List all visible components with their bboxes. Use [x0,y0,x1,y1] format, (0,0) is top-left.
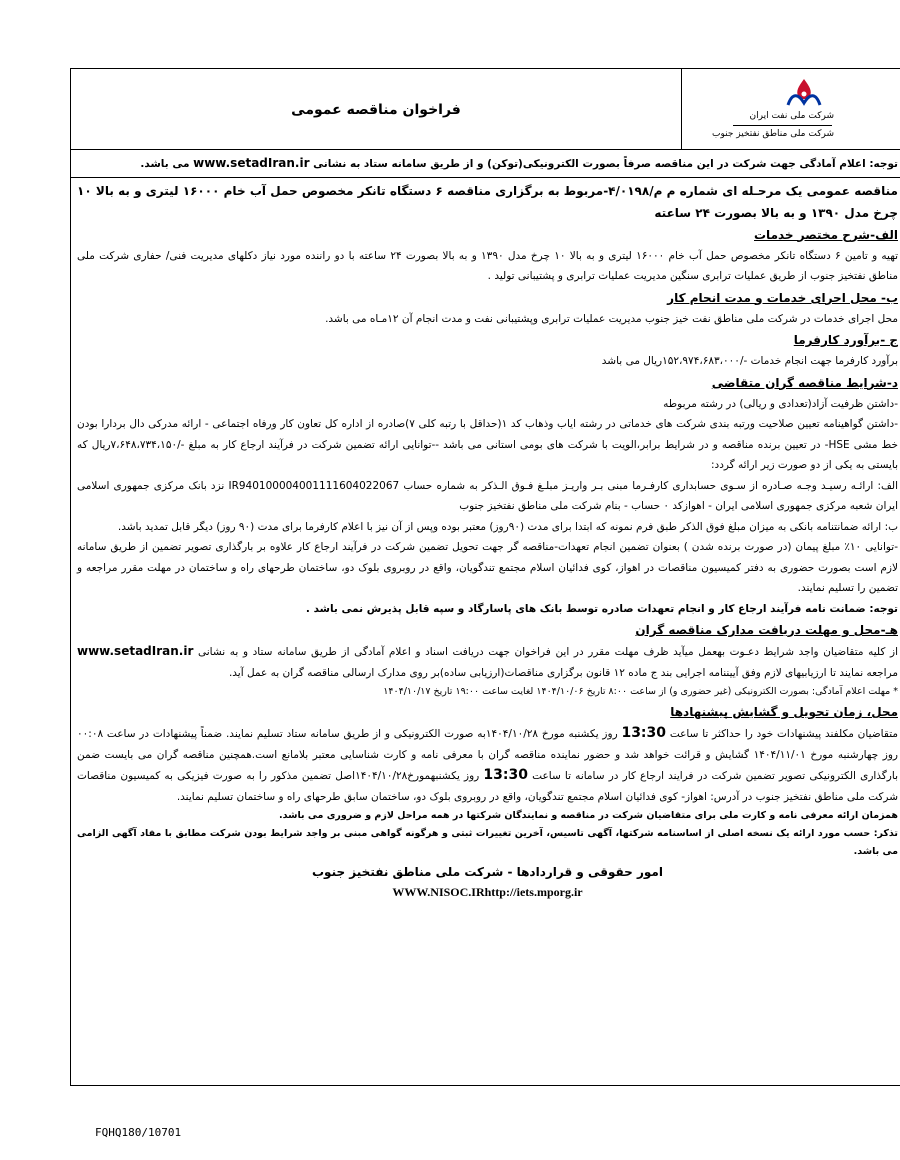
section-d-certification: -داشتن گواهینامه تعیین صلاحیت ورتبه بندی شرکت های خدماتی در رشته ایاب وذهاب کد ۱(حداقل با رتبه کلی ۷)صادره از اداره کل تعاون کار ورفاه اجتماعی - ارائه مدرکی دال بردارا بودن خط مشی HSE- در تعیین برنده مناقصه و در شرایط برابر،الویت با شرکت های بومی استانی می باشد --توانایی ارائه تضمین شرکت در فرآیند ارجاع کار به مبلغ -/۷،۶۴۸،۷۳۴،۱۵۰ریال که بایستی به یکی از دو صورت زیر ارائه گردد: [77,418,898,471]
nioc-logo-icon [784,77,824,109]
logo-divider [733,125,832,126]
section-c-text: برآورد کارفرما جهت انجام خدمات -/۱۵۲،۹۷۴،۶۸۳،۰۰۰ریال می باشد [601,355,898,367]
submission-time: 13:30 [621,725,667,741]
section-f-text [77,723,898,807]
page-title: فراخوان مناقصه عمومی [291,101,461,118]
setad-url-link[interactable]: www.setadIran.ir [193,156,310,170]
section-e-text [77,641,898,683]
org-name-primary: شرکت ملی نفت ایران [749,111,834,121]
section-a-text: تهیه و تامین ۶ دستگاه تانکر مخصوص حمل آب خام ۱۶۰۰۰ لیتری و به بالا ۱۰ چرخ مدل ۱۳۹۰ و به بالا بصورت ۲۴ ساعته با دو راننده مورد نیاز دکلهای مدیریت فنی/ حفاری شرکت ملی مناطق نفتخیز جنوب از طریق عملیات ترابری سنگین مدیریت عملیات ترابری و پشتیبانی تولید . [77,249,898,282]
bank-notice: توجه: ضمانت نامه فرآیند ارجاع کار و انجام تعهدات صادره توسط بانک های پاسارگاد و سپه قابل پذیرش نمی باشد . [305,602,898,615]
documents-requirement-note: تذکر: حسب مورد ارائه یک نسخه اصلی از اساسنامه شرکتها، آگهی تاسیس، آخرین تغییرات ثبتی و هرگونه گواهی مبنی بر واجد شرایط بودن شرکت مطابق با مفاد آگهی الزامی می باشد. [77,828,898,857]
section-c-heading: ج -برآورد کارفرما [793,333,898,347]
top-notice-end: می باشد. [140,158,190,170]
registration-deadline: * مهلت اعلام آمادگی: بصورت الکترونیکی (غیر حضوری و) از ساعت ۸:۰۰ تاریخ ۱۴۰۴/۱۰/۰۶ لغایت ساعت ۱۹:۰۰ تاریخ ۱۴۰۴/۱۰/۱۷ [383,686,898,697]
document-body [77,153,898,901]
section-e-text-start: از کلیه متقاضیان واجد شرایط دعـوت بهعمل میآید ظرف مهلت مقرر در این فراخوان جهت دریافت اسناد و اعلام آمادگی از طریق سامانه ستاد و به نشانی [198,646,898,658]
section-a-heading: الف-شرح مختصر خدمات [754,227,898,242]
guarantee-time: 13:30 [483,767,528,783]
section-b-heading: ب- محل اجرای خدمات و مدت انجام کار [667,290,898,305]
top-notice [77,153,898,175]
document-header [71,69,900,150]
signature: امور حقوقی و قراردادها - شرکت ملی مناطق نفتخیز جنوب [312,865,663,879]
document-code: FQHQ180/10701 [95,1126,182,1139]
top-notice-text: توجه: اعلام آمادگی جهت شرکت در این مناقصه صرفاً بصورت الکترونیکی(توکن) و از طریق سامانه ستاد به نشانی [313,158,898,170]
tender-title: مناقصه عمومی یک مرحـله ای شماره م م/۴/۰۱۹۸-مربوط به برگزاری مناقصه ۶ دستگاه تانکر مخصوص حمل آب خام ۱۶۰۰۰ لیتری و به بالا ۱۰ چرخ مدل ۱۳۹۰ و به بالا بصورت ۲۴ ساعته [77,183,898,220]
section-f-text-c: روز یکشنبهمورخ۱۴۰۴/۱۰/۲۸اصل تضمین مذکور را به صورت فیزیکی به کمیسیون مناقصات شرکت ملی مناطق نفتخیز جنوب در آدرس: اهواز- کوی فدائیان اسلام مجتمع تندگویان، واقع در روبروی بلوک دو، ساختمان سابق طرحهای راه و ساختمان تسلیم نمایند. [77,770,898,803]
section-f-text-a: متقاضیان مکلفند پیشنهادات خود را حداکثر تا ساعت [669,728,898,740]
section-f-heading: محل، زمان تحویل و گشایش پیشنهادها [670,705,898,719]
header-divider [681,69,682,150]
section-e-heading: هـ-محل و مهلت دریافت مدارک مناقصه گران [635,623,898,637]
divider [71,177,900,178]
section-d-heading: د-شرایط مناقصه گران متقاضی [711,375,898,390]
section-d-guarantee: -توانایی ۱۰٪ مبلغ پیمان (در صورت برنده شدن ) بعنوان تضمین انجام تعهدات-مناقصه گر جهت تحویل تضمین شرکت در فرآیند ارجاع کار علاوه بر بارگذاری تصویر تضمین از طریق سامانه لازم است بصورت حضوری به دفتر کمیسیون مناقصات در اهواز، کوی فدائیان اسلام مجتمع تندگویان، واقع در روبروی بلوک دو، ساختمان طرحهای راه و ساختمان در مهلت مقرر مراجعه و تضمین را تسلیم نمایند. [77,541,898,594]
setad-url-link-2[interactable]: www.setadIran.ir [77,644,194,658]
section-e-text-end: مراجعه نمایند تا ارزیابیهای لازم وفق آییننامه اجرایی بند ج ماده ۱۲ قانون برگزاری مناقصات(ارزیابی ساده)بر روی مدارک ارسالی مناقصه گران به عمل آید. [228,666,898,679]
section-d-capacity: -داشتن ظرفیت آزاد(تعدادی و ریالی) در رشته مربوطه [663,397,898,410]
section-f-text-b: روز یکشنبه مورخ ۱۴۰۴/۱۰/۲۸به صورت الکترونیکی و از طریق سامانه ستاد تسلیم نمایند. ضمناً پیشنهادات در ساعت ۰۰:۰۸ روز چهارشنبه مورخ ۱۴۰۴/۱۱/۰۱ گشایش و قرائت خواهد شد و حضور نماینده مناقصه گران با معرفی نامه و کارت شناسایی معتبر بلامانع است.همچنین مناقصه گران می بایست ضمن بارگذاری الکترونیکی تصویر تضمین شرکت در فرایند ارجاع کار در سامانه تا ساعت [77,728,899,782]
org-name-secondary: شرکت ملی مناطق نفتخیز جنوب [712,129,834,139]
id-requirement-note: همزمان ارائه معرفی نامه و کارت ملی برای متقاضیان شرکت در مناقصه و نمایندگان شرکتها در همه مراحل لازم و ضروری می باشد. [279,810,898,821]
company-logo-block [683,69,900,150]
section-d-option-be: ب: ارائه ضمانتنامه بانکی به میزان مبلغ فوق الذکر طبق فرم نمونه که ابتدا برای مدت (۹۰روز) معتبر بوده وپس از آن نیز با اعلام کارفرما برای مدت (۹۰ روز) دیگر قابل تمدید باشد. [117,520,898,533]
document-frame [70,68,900,1086]
section-b-text: محل اجرای خدمات در شرکت ملی مناطق نفت خیز جنوب مدیریت عملیات ترابری وپشتیبانی نفت و مدت انجام آن ۱۲مـاه می باشد. [325,312,898,325]
section-d-option-alef: الف: ارائـه رسیـد وجـه صـادره از سـوی حسابداری کارفـرما مبنی بـر واریـز مبلـغ فـوق الـذکر به شماره حساب IR940100004001111604022067 نزد بانک مرکزی جمهوری اسلامی ایران شعبه مرکزی جمهوری اسلامی ایران - اهوازکد ۰ حساب - بنام شرکت ملی مناطق نفتخیز جنوب [77,479,898,512]
website-link[interactable]: WWW.NISOC.IRhttp://iets.mporg.ir [392,885,583,899]
